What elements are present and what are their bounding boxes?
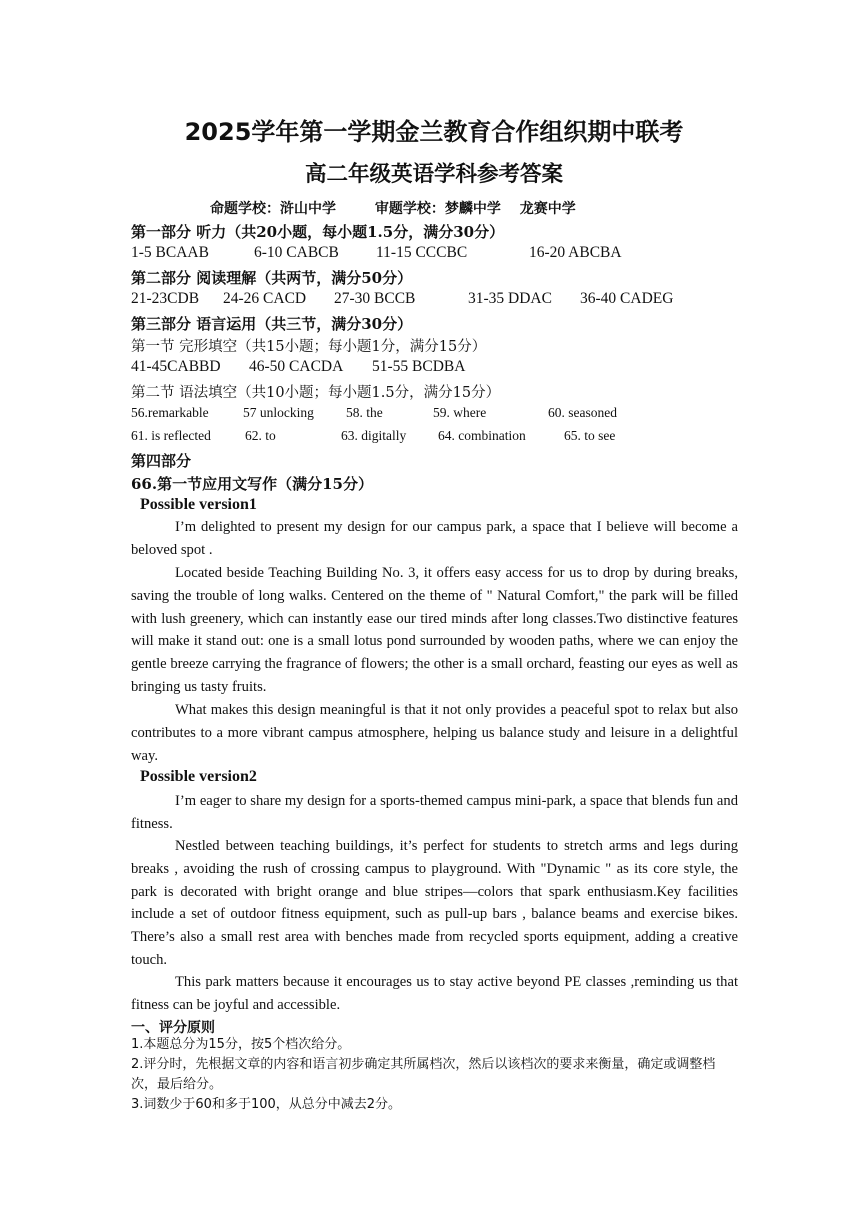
version1-label: Possible version1 — [140, 496, 257, 513]
answer-group: 46-50 CACDA — [249, 358, 344, 375]
grammar-answer: 65. to see — [564, 428, 616, 443]
answer-group: 27-30 BCCB — [334, 290, 416, 307]
answer-group: 6-10 CABCB — [254, 244, 339, 261]
part3-heading: 第三部分 语言运用（共三节，满分30分） — [131, 315, 413, 333]
version1-paragraph: I’m delighted to present my design for our campus park, a space that I believe will become a beloved spot . — [131, 519, 738, 558]
grammar-answer: 62. to — [245, 428, 276, 443]
version2-paragraph: This park matters because it encourages us to stay active beyond PE classes ,reminding us that fitness can be joyful and accessible. — [131, 974, 738, 1013]
grammar-answer: 61. is reflected — [131, 428, 211, 443]
answer-group: 16-20 ABCBA — [529, 244, 622, 261]
grammar-answer: 60. seasoned — [548, 405, 617, 420]
version2-label: Possible version2 — [140, 768, 257, 785]
setter-school: 命题学校：浒山中学 — [210, 201, 336, 217]
page-subtitle: 高二年级英语学科参考答案 — [304, 162, 563, 187]
part1-answers — [131, 244, 741, 264]
rubric-item: 3.词数少于60和多于100，从总分中减去2分。 — [131, 1097, 402, 1112]
grammar-answer: 58. the — [346, 405, 383, 420]
writing-heading: 66.第一节应用文写作（满分15分） — [131, 475, 373, 493]
part4-heading: 第四部分 — [131, 452, 192, 470]
part1-heading: 第一部分 听力（共20小题，每小题1.5分，满分30分） — [131, 223, 505, 241]
grammar-answer: 64. combination — [438, 428, 526, 443]
grammar-answer: 56.remarkable — [131, 405, 209, 420]
grammar-answer: 63. digitally — [341, 428, 407, 443]
reviewer-school: 审题学校：梦麟中学 — [374, 201, 501, 217]
page-title: 2025学年第一学期金兰教育合作组织期中联考 — [184, 118, 684, 146]
grammar-heading: 第二节 语法填空（共10小题；每小题1.5分，满分15分） — [131, 385, 501, 401]
grammar-row-1 — [131, 405, 741, 423]
version1-paragraph: What makes this design meaningful is that it not only provides a peaceful spot to relax but also contributes to a more vibrant campus atmosphere, helping us balance study and leisure in a delightful way. — [131, 702, 738, 764]
part2-heading: 第二部分 阅读理解（共两节，满分50分） — [131, 269, 413, 287]
answer-group: 41-45CABBD — [131, 358, 221, 375]
reviewer-school-2: 龙赛中学 — [519, 201, 576, 217]
rubric-heading: 一、评分原则 — [131, 1020, 215, 1036]
rubric-item: 1.本题总分为15分，按5个档次给分。 — [131, 1037, 351, 1052]
answer-group: 1-5 BCAAB — [131, 244, 209, 261]
answer-group: 36-40 CADEG — [580, 290, 674, 307]
rubric-item: 2.评分时，先根据文章的内容和语言初步确定其所属档次，然后以该档次的要求来衡量，确定或调整档次，最后给分。 — [131, 1057, 716, 1092]
answer-group: 31-35 DDAC — [468, 290, 552, 307]
cloze-answers — [131, 358, 741, 378]
answer-group: 21-23CDB — [131, 290, 200, 307]
grammar-answer: 59. where — [433, 405, 487, 420]
version2-paragraph: I’m eager to share my design for a sports-themed campus mini-park, a space that blends fun and fitness. — [131, 793, 738, 832]
answer-group: 51-55 BCDBA — [372, 358, 466, 375]
part2-answers — [131, 290, 741, 310]
answer-group: 24-26 CACD — [223, 290, 307, 307]
school-info — [210, 198, 576, 218]
cloze-heading: 第一节 完形填空（共15小题；每小题1分，满分15分） — [131, 339, 487, 355]
grammar-row-2 — [131, 428, 741, 446]
version1-paragraph: Located beside Teaching Building No. 3, it offers easy access for us to drop by during breaks, saving the trouble of long walks. Centered on the theme of " Natural Comfort," the park will be filled with lush greenery, which can instantly ease our tired minds after long classes.Two distinctive features will make it stand out: one is a small lotus pond surrounded by wooden paths, where we can enjoy the gentle breeze carrying the fragrance of flowers; the other is a small orchard, feasting our eyes as well as bringing us tasty fruits. — [131, 565, 738, 695]
version2-paragraph: Nestled between teaching buildings, it’s perfect for students to stretch arms and legs during breaks , avoiding the rush of crossing campus to playground. With "Dynamic " as its core style, the park is decorated with bright orange and blue stripes—colors that spark enthusiasm.Key facilities include a set of outdoor fitness equipment, such as pull-up bars , balance beams and exercise bikes. There’s also a small rest area with benches made from recycled sports equipment, adding a creative touch. — [131, 838, 738, 968]
grammar-answer: 57 unlocking — [243, 405, 314, 420]
answer-group: 11-15 CCCBC — [376, 244, 468, 261]
